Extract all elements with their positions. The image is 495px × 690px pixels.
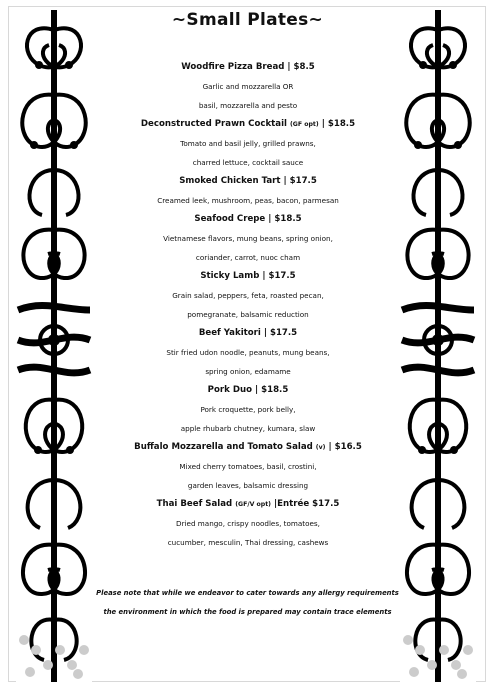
dish-price: | $16.5 (328, 442, 362, 452)
dish-price: |Entrée $17.5 (274, 499, 340, 509)
page-title: ~Small Plates~ (171, 10, 324, 30)
menu-item (100, 115, 396, 172)
menu-item (100, 324, 396, 381)
dish-price: | $17.5 (262, 271, 296, 281)
dish-name: Thai Beef Salad (156, 499, 233, 509)
dish-price: | $18.5 (321, 119, 356, 129)
right-ornament-icon (398, 10, 478, 682)
dish-description: Pork croquette, pork belly, (200, 405, 296, 414)
dish-description: Grain salad, peppers, feta, roasted pecan, (172, 291, 324, 300)
menu-item-heading (100, 495, 396, 514)
dish-description: Garlic and mozzarella OR (202, 82, 294, 91)
dish-price: | $18.5 (268, 214, 302, 224)
disclaimer-line: the environment in which the food is prepared may contain trace elements (103, 608, 392, 616)
menu-item-heading (100, 267, 396, 286)
dish-description: charred lettuce, cocktail sauce (192, 158, 304, 167)
menu-item-heading (100, 381, 396, 400)
dish-name: Smoked Chicken Tart (179, 176, 281, 186)
dish-description: apple rhubarb chutney, kumara, slaw (180, 424, 316, 433)
menu-item (100, 438, 396, 495)
menu-item-heading (100, 438, 396, 457)
disclaimer-line: Please note that while we endeavor to cater towards any allergy requirements (96, 589, 399, 597)
dish-name: Beef Yakitori (198, 328, 261, 338)
dish-description: basil, mozzarella and pesto (198, 101, 298, 110)
dish-name: Deconstructed Prawn Cocktail (140, 119, 287, 129)
dish-description: pomegranate, balsamic reduction (187, 310, 309, 319)
dietary-note: (v) (315, 444, 326, 451)
dish-description: Stir fried udon noodle, peanuts, mung beans, (166, 348, 330, 357)
dish-description: Vietnamese flavors, mung beans, spring onion, (163, 234, 333, 243)
menu-item (100, 267, 396, 324)
menu-item (100, 58, 396, 115)
dish-description: Mixed cherry tomatoes, basil, crostini, (179, 462, 317, 471)
menu-item-heading (100, 172, 396, 191)
dish-name: Sticky Lamb (200, 271, 260, 281)
left-ornament-icon (14, 10, 94, 682)
dish-description: coriander, carrot, nuoc cham (195, 253, 301, 262)
dietary-note: (GF/V opt) (235, 501, 272, 508)
dish-description: cucumber, mesculin, Thai dressing, cashews (167, 538, 329, 547)
dietary-note: (GF opt) (289, 121, 319, 128)
allergy-disclaimer (95, 584, 400, 622)
menu-item (100, 210, 396, 267)
menu-item-heading (100, 324, 396, 343)
menu-item (100, 172, 396, 210)
menu-item-heading (100, 210, 396, 229)
dish-name: Seafood Crepe (194, 214, 266, 224)
dish-description: Tomato and basil jelly, grilled prawns, (180, 139, 316, 148)
dish-name: Woodfire Pizza Bread (181, 62, 285, 72)
dish-description: garden leaves, balsamic dressing (187, 481, 309, 490)
dish-price: | $17.5 (283, 176, 317, 186)
menu-item (100, 381, 396, 438)
dish-description: Creamed leek, mushroom, peas, bacon, parmesan (157, 196, 339, 205)
menu-item-heading (100, 58, 396, 77)
dish-name: Pork Duo (207, 385, 252, 395)
dish-price: | $17.5 (263, 328, 298, 338)
menu-item-heading (100, 115, 396, 134)
menu-item (100, 495, 396, 552)
dish-price: | $18.5 (254, 385, 289, 395)
dish-price: | $8.5 (287, 62, 315, 72)
dish-description: Dried mango, crispy noodles, tomatoes, (176, 519, 320, 528)
dish-name: Buffalo Mozzarella and Tomato Salad (134, 442, 313, 452)
menu-list (100, 58, 396, 552)
dish-description: spring onion, edamame (205, 367, 291, 376)
